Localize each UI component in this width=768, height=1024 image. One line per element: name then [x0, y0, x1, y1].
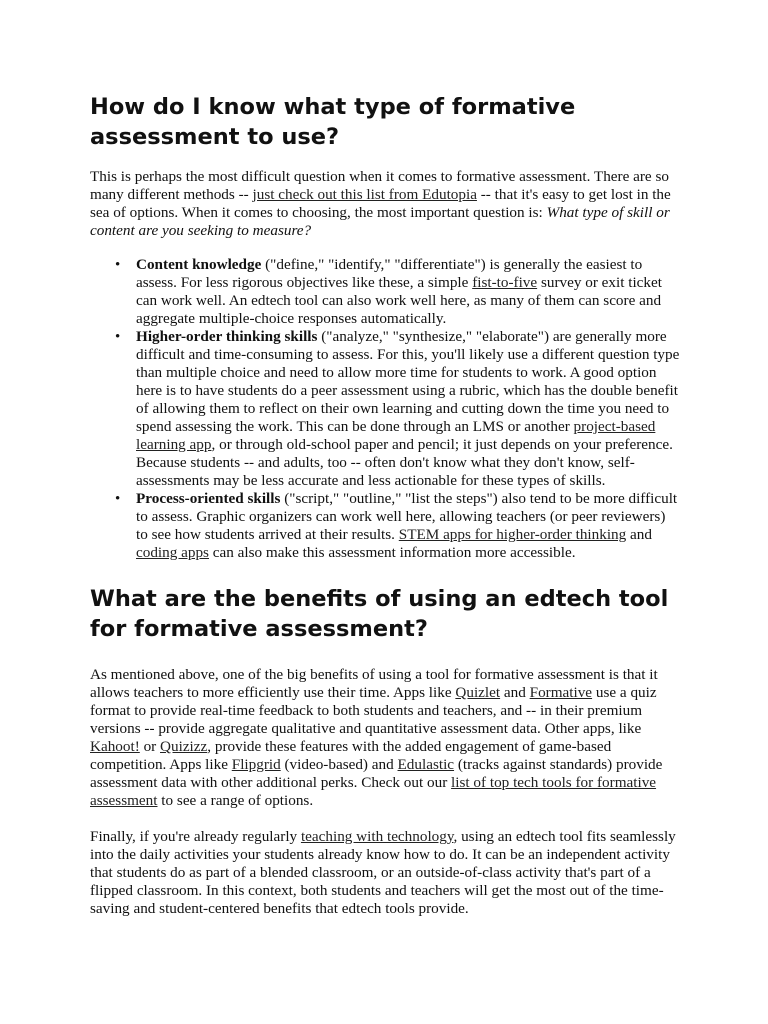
intro-paragraph [90, 168, 680, 240]
stem-apps-link[interactable]: STEM apps for higher-order thinking [398, 526, 627, 543]
benefits-text-8: to see a range of options. [157, 792, 314, 809]
process-oriented-text-3: can also make this assessment information more accessible. [208, 544, 576, 561]
edutopia-list-link[interactable]: just check out this list from Edutopia [252, 186, 477, 203]
list-item-higher-order [115, 328, 680, 490]
finally-text-1: Finally, if you're already regularly [90, 828, 301, 845]
bullet-marker: • [115, 491, 121, 507]
benefits-text-5: , provide these features with the added engagement of game-based competition. Apps like [90, 738, 612, 773]
heading-formative-type: How do I know what type of formative assessment to use? [90, 94, 576, 150]
project-based-learning-link[interactable]: project-based learning app [136, 418, 656, 453]
benefits-paragraph-2 [90, 828, 680, 918]
article [90, 88, 680, 918]
benefits-text-2: and [500, 684, 530, 701]
benefits-text-7: (tracks against standards) provide assessment data with other additional perks. Check out our [90, 756, 663, 791]
higher-order-text-2: , or through old-school paper and pencil; it just depends on your preference. Because students -- and adults, too -- often don't know what they don't know, self-assessments may be less accurate and less actionable for these types of skills. [136, 436, 673, 489]
process-oriented-text-1: ("script," "outline," "list the steps") also tend to be more difficult to assess. Graphic organizers can work well here, allowing teachers (or peer reviewers) to see how students arrived at their results. [136, 490, 678, 543]
content-knowledge-text-2: survey or exit ticket can work well. An edtech tool can also work well here, as many of them can score and aggregate multiple-choice responses automatically. [136, 274, 662, 327]
benefits-text-3: use a quiz format to provide real-time feedback to both students and teachers, and -- in their premium versions -- provide aggregate qualitative and quantitative assessment data. Other apps, like [90, 684, 657, 737]
fist-to-five-link[interactable]: fist-to-five [472, 274, 538, 291]
higher-order-text-1: ("analyze," "synthesize," "elaborate") are generally more difficult and time-consuming to assess. For this, you'll likely use a different question type than multiple choice and need to allow more time for students to work. A good option here is to have students do a peer assessment using a rubric, which has the double benefit of allowing them to reflect on their own learning and cutting down the time you need to spend assessing the work. This can be done through an LMS or another [136, 328, 680, 435]
finally-text-2: , using an edtech tool fits seamlessly into the daily activities your students already know how to do. It can be an independent activity that students do as part of a blended classroom, or an outside-of-class activity that's part of a flipped classroom. In this context, both students and teachers will get the most out of the time-saving and student-centered benefits that edtech tools provide. [90, 828, 676, 917]
bullet-marker: • [115, 329, 121, 345]
quizizz-link[interactable]: Quizizz [160, 738, 208, 755]
benefits-paragraph-1 [90, 666, 680, 810]
skill-type-list [90, 256, 680, 562]
benefits-text-6: (video-based) and [280, 756, 398, 773]
bold-higher-order: Higher-order thinking skills [136, 328, 318, 345]
bullet-marker: • [115, 257, 121, 273]
formative-link[interactable]: Formative [529, 684, 593, 701]
list-item-process-oriented [115, 490, 680, 562]
intro-text-1: This is perhaps the most difficult question when it comes to formative assessment. There are so many different methods -- [90, 168, 669, 203]
process-oriented-text-2: and [626, 526, 652, 543]
kahoot-link[interactable]: Kahoot! [90, 738, 140, 755]
intro-italic-question: What type of skill or content are you seeking to measure? [90, 204, 670, 239]
benefits-text-1: As mentioned above, one of the big benefits of using a tool for formative assessment is that it allows teachers to more efficiently use their time. Apps like [90, 666, 658, 701]
content-knowledge-text-1: ("define," "identify," "differentiate") is generally the easiest to assess. For less rigorous objectives like these, a simple [136, 256, 643, 291]
coding-apps-link[interactable]: coding apps [136, 544, 209, 561]
heading-edtech-benefits: What are the benefits of using an edtech tool for formative assessment? [90, 586, 669, 642]
top-tech-tools-list-link[interactable]: list of top tech tools for formative assessment [90, 774, 657, 809]
list-item-content-knowledge [115, 256, 680, 328]
bold-process-oriented: Process-oriented skills [136, 490, 281, 507]
quizlet-link[interactable]: Quizlet [455, 684, 501, 701]
intro-text-2: -- that it's easy to get lost in the sea of options. When it comes to choosing, the most important question is: [90, 186, 671, 221]
edulastic-link[interactable]: Edulastic [397, 756, 455, 773]
bold-content-knowledge: Content knowledge [136, 256, 262, 273]
flipgrid-link[interactable]: Flipgrid [231, 756, 281, 773]
benefits-text-4: or [139, 738, 161, 755]
teaching-with-technology-link[interactable]: teaching with technology [300, 828, 454, 845]
